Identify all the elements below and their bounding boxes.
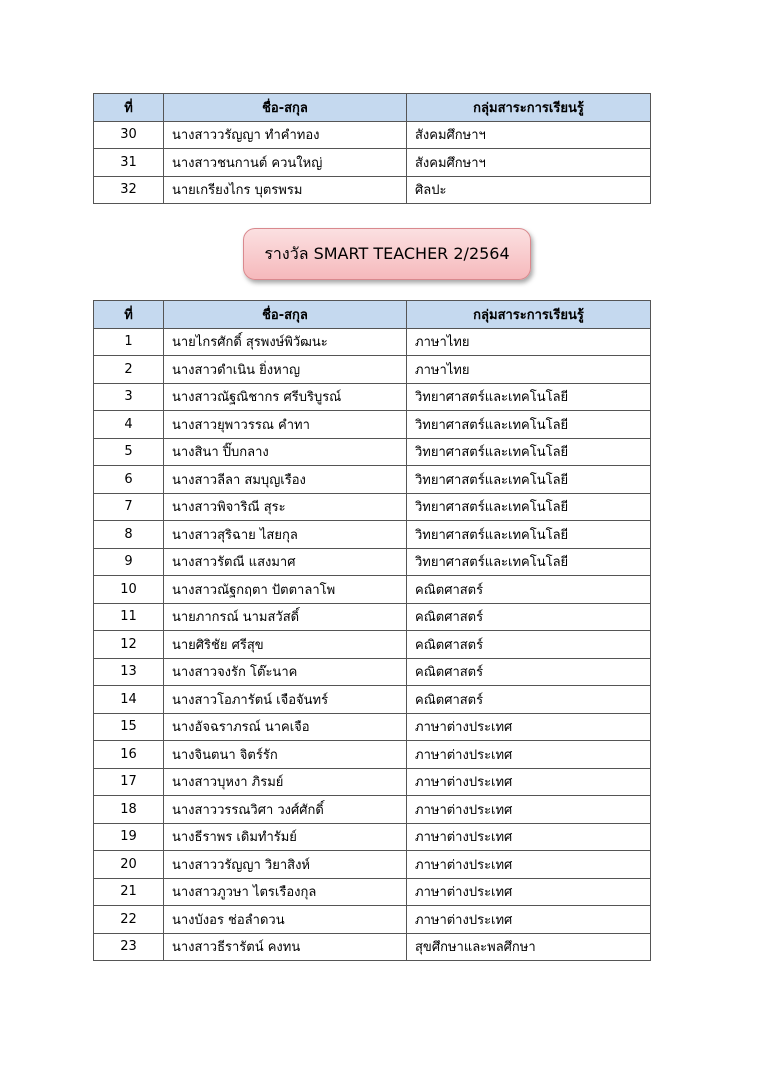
- cell-number: 23: [94, 933, 164, 961]
- table-row: [94, 121, 651, 149]
- cell-subject-group: วิทยาศาสตร์และเทคโนโลยี: [407, 466, 651, 494]
- cell-subject-group: วิทยาศาสตร์และเทคโนโลยี: [407, 411, 651, 439]
- table-row: [94, 603, 651, 631]
- cell-subject-group: ภาษาต่างประเทศ: [407, 851, 651, 879]
- cell-name: นางสาวชนกานต์ ควนใหญ่: [164, 149, 407, 177]
- cell-subject-group: ภาษาต่างประเทศ: [407, 713, 651, 741]
- cell-number: 5: [94, 438, 164, 466]
- header-name: ชื่อ-สกุล: [164, 94, 407, 122]
- table-row: [94, 176, 651, 204]
- header-name: ชื่อ-สกุล: [164, 301, 407, 329]
- cell-subject-group: วิทยาศาสตร์และเทคโนโลยี: [407, 521, 651, 549]
- cell-number: 20: [94, 851, 164, 879]
- cell-number: 8: [94, 521, 164, 549]
- cell-number: 32: [94, 176, 164, 204]
- table-row: [94, 796, 651, 824]
- cell-number: 9: [94, 548, 164, 576]
- header-subject-group: กลุ่มสาระการเรียนรู้: [407, 94, 651, 122]
- table-row: [94, 466, 651, 494]
- table-row: [94, 686, 651, 714]
- cell-subject-group: คณิตศาสตร์: [407, 686, 651, 714]
- cell-number: 21: [94, 878, 164, 906]
- cell-name: นางสาวธีรารัตน์ คงทน: [164, 933, 407, 961]
- table-header-row: [94, 301, 651, 329]
- smart-teacher-award-table: [93, 300, 651, 961]
- cell-subject-group: สังคมศึกษาฯ: [407, 121, 651, 149]
- cell-subject-group: ภาษาต่างประเทศ: [407, 906, 651, 934]
- cell-name: นางสาวสุริฉาย ไสยกุล: [164, 521, 407, 549]
- cell-subject-group: สังคมศึกษาฯ: [407, 149, 651, 177]
- cell-name: นางจินตนา จิตร์รัก: [164, 741, 407, 769]
- cell-name: นางสาวจงรัก โต๊ะนาค: [164, 658, 407, 686]
- cell-subject-group: ภาษาต่างประเทศ: [407, 823, 651, 851]
- cell-name: นางสาววรัญญา วิยาสิงห์: [164, 851, 407, 879]
- table-row: [94, 149, 651, 177]
- cell-number: 10: [94, 576, 164, 604]
- table-row: [94, 493, 651, 521]
- cell-subject-group: วิทยาศาสตร์และเทคโนโลยี: [407, 438, 651, 466]
- table-row: [94, 521, 651, 549]
- table-row: [94, 383, 651, 411]
- header-number: ที่: [94, 94, 164, 122]
- cell-subject-group: ภาษาต่างประเทศ: [407, 768, 651, 796]
- cell-name: นางสาวยุพาวรรณ คำทา: [164, 411, 407, 439]
- table-row: [94, 906, 651, 934]
- table-row: [94, 741, 651, 769]
- cell-number: 19: [94, 823, 164, 851]
- table-row: [94, 438, 651, 466]
- cell-name: นายศิริชัย ศรีสุข: [164, 631, 407, 659]
- cell-number: 6: [94, 466, 164, 494]
- table-row: [94, 576, 651, 604]
- table-row: [94, 411, 651, 439]
- cell-name: นางธีราพร เดิมทำรัมย์: [164, 823, 407, 851]
- table-row: [94, 548, 651, 576]
- cell-number: 13: [94, 658, 164, 686]
- cell-name: นางสาววรัญญา ทำคำทอง: [164, 121, 407, 149]
- cell-subject-group: คณิตศาสตร์: [407, 576, 651, 604]
- cell-subject-group: ศิลปะ: [407, 176, 651, 204]
- cell-name: นายภากรณ์ นามสวัสดิ์: [164, 603, 407, 631]
- cell-subject-group: ภาษาไทย: [407, 356, 651, 384]
- table-row: [94, 713, 651, 741]
- cell-name: นางสาวโอภารัตน์ เจือจันทร์: [164, 686, 407, 714]
- cell-number: 1: [94, 328, 164, 356]
- cell-name: นางสาวบุหงา ภิรมย์: [164, 768, 407, 796]
- table-row: [94, 631, 651, 659]
- cell-name: นายเกรียงไกร บุตรพรม: [164, 176, 407, 204]
- roster-table-continued: [93, 93, 651, 204]
- cell-number: 30: [94, 121, 164, 149]
- table-row: [94, 878, 651, 906]
- cell-subject-group: คณิตศาสตร์: [407, 631, 651, 659]
- cell-name: นางสาวรัตณี แสงมาศ: [164, 548, 407, 576]
- cell-subject-group: คณิตศาสตร์: [407, 603, 651, 631]
- cell-subject-group: ภาษาไทย: [407, 328, 651, 356]
- cell-number: 15: [94, 713, 164, 741]
- cell-number: 7: [94, 493, 164, 521]
- cell-subject-group: วิทยาศาสตร์และเทคโนโลยี: [407, 383, 651, 411]
- cell-name: นายไกรศักดิ์ สุรพงษ์พิวัฒนะ: [164, 328, 407, 356]
- cell-number: 22: [94, 906, 164, 934]
- table-row: [94, 328, 651, 356]
- cell-number: 31: [94, 149, 164, 177]
- cell-subject-group: คณิตศาสตร์: [407, 658, 651, 686]
- cell-subject-group: วิทยาศาสตร์และเทคโนโลยี: [407, 548, 651, 576]
- table-row: [94, 851, 651, 879]
- cell-number: 17: [94, 768, 164, 796]
- cell-name: นางอัจฉราภรณ์ นาคเจือ: [164, 713, 407, 741]
- table-row: [94, 933, 651, 961]
- cell-number: 3: [94, 383, 164, 411]
- cell-name: นางบังอร ช่อลำดวน: [164, 906, 407, 934]
- table-row: [94, 658, 651, 686]
- cell-subject-group: ภาษาต่างประเทศ: [407, 796, 651, 824]
- cell-number: 18: [94, 796, 164, 824]
- cell-number: 12: [94, 631, 164, 659]
- cell-name: นางสาววรรณวิศา วงศ์ศักดิ์: [164, 796, 407, 824]
- cell-subject-group: วิทยาศาสตร์และเทคโนโลยี: [407, 493, 651, 521]
- cell-number: 11: [94, 603, 164, 631]
- cell-name: นางสาวลีลา สมบุญเรือง: [164, 466, 407, 494]
- cell-number: 4: [94, 411, 164, 439]
- table-header-row: [94, 94, 651, 122]
- cell-number: 16: [94, 741, 164, 769]
- cell-name: นางสาวภูวษา ไตรเรืองกุล: [164, 878, 407, 906]
- award-title-banner: [243, 228, 531, 280]
- cell-number: 2: [94, 356, 164, 384]
- header-number: ที่: [94, 301, 164, 329]
- cell-name: นางสาวดำเนิน ยิ่งหาญ: [164, 356, 407, 384]
- cell-subject-group: สุขศึกษาและพลศึกษา: [407, 933, 651, 961]
- cell-name: นางสาวณัฐณิชากร ศรีบริบูรณ์: [164, 383, 407, 411]
- cell-name: นางสาวพิจาริณี สุระ: [164, 493, 407, 521]
- table-row: [94, 768, 651, 796]
- cell-subject-group: ภาษาต่างประเทศ: [407, 741, 651, 769]
- cell-name: นางสินา ปิ๊บกลาง: [164, 438, 407, 466]
- header-subject-group: กลุ่มสาระการเรียนรู้: [407, 301, 651, 329]
- cell-subject-group: ภาษาต่างประเทศ: [407, 878, 651, 906]
- cell-name: นางสาวณัฐกฤตา ปัตตาลาโพ: [164, 576, 407, 604]
- cell-number: 14: [94, 686, 164, 714]
- award-title: รางวัล SMART TEACHER 2/2564: [264, 243, 510, 263]
- table-row: [94, 823, 651, 851]
- table-row: [94, 356, 651, 384]
